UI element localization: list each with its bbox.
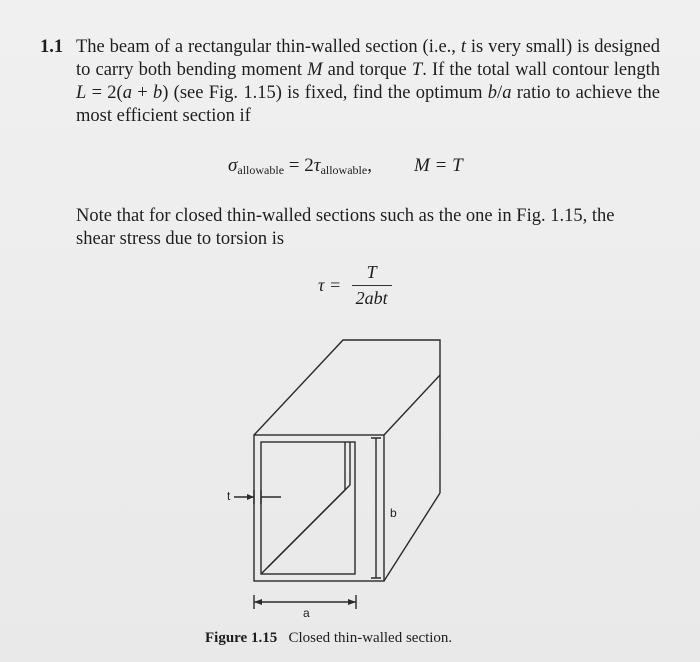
tau-symbol: τ: [313, 155, 321, 176]
beam-front-outer: [254, 435, 384, 581]
moment-torque-equality: M = T: [413, 155, 463, 176]
problem-statement: The beam of a rectangular thin-walled section (i.e., t is very small) is designed to carry both bending moment M and torque T. If the total wall contour length L = 2(a + b) (see Fig. 1.15) is fixed, find the optimum b/a ratio to achieve the most efficient section if: [76, 37, 660, 126]
equals-two: = 2: [284, 155, 314, 176]
caption-label: Figure 1.15: [205, 630, 278, 646]
a-label: a: [303, 606, 310, 620]
beam-front-inner: [261, 442, 355, 574]
sigma-symbol: σ: [228, 155, 238, 176]
fraction-denominator: 2abt: [355, 288, 388, 308]
t-arrow: [247, 494, 254, 500]
t-label: t: [227, 489, 231, 503]
tau-subscript: allowable: [320, 163, 368, 177]
shear-stress-lhs: τ =: [318, 275, 342, 295]
figure-caption: [205, 630, 452, 647]
caption-text: Closed thin-walled section.: [288, 630, 453, 646]
a-arrow-left: [254, 599, 262, 605]
comma: ,: [367, 155, 372, 176]
t-dimension-line: [234, 490, 281, 504]
fraction-numerator: T: [366, 262, 377, 282]
problem-number: 1.1: [40, 37, 64, 57]
inner-depth-edge-2: [261, 490, 345, 574]
sigma-subscript: allowable: [237, 163, 285, 177]
inner-top-right-corner: [345, 442, 350, 490]
beam-top-right-edge: [384, 375, 440, 435]
a-arrow-right: [348, 599, 356, 605]
b-label: b: [390, 506, 397, 520]
torsion-note: Note that for closed thin-walled sections such as the one in Fig. 1.15, the shear stress due to torsion is: [76, 206, 615, 249]
beam-back-face: [254, 340, 440, 493]
